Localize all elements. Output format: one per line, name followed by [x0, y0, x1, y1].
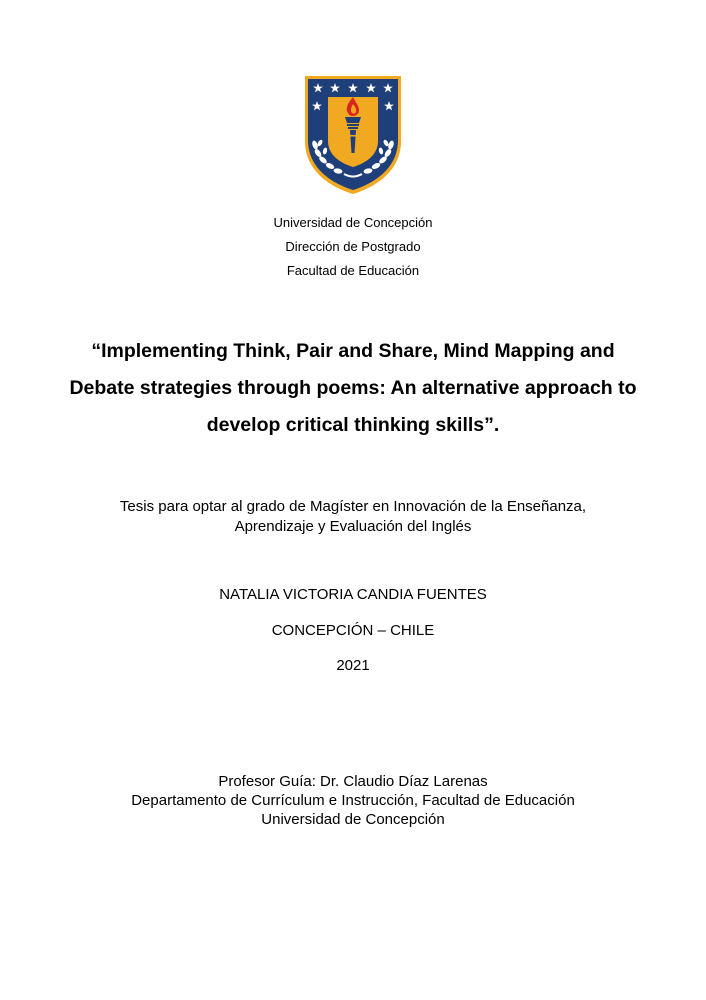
year: 2021 [336, 657, 370, 674]
advisor-name: Profesor Guía: Dr. Claudio Díaz Larenas [218, 773, 488, 790]
degree-line-1: Tesis para optar al grado de Magíster en Innovación de la Enseñanza, [119, 498, 587, 515]
advisor-block [0, 772, 706, 829]
university-name: Universidad de Concepción [273, 215, 433, 230]
advisor-university: Universidad de Concepción [261, 811, 445, 828]
location: CONCEPCIÓN – CHILE [271, 622, 435, 639]
university-crest-icon [304, 75, 402, 195]
degree-line-2: Aprendizaje y Evaluación del Inglés [234, 518, 472, 535]
advisor-department: Departamento de Currículum e Instrucción, Facultad de Educación [131, 792, 575, 809]
faculty-name: Facultad de Educación [286, 263, 420, 278]
thesis-title: “Implementing Think, Pair and Share, Mind Mapping and Debate strategies through poems: An alternative approach to develop critical thinking skills”. [69, 340, 637, 436]
institution-header [0, 211, 706, 283]
degree-statement [40, 497, 666, 537]
author-name: NATALIA VICTORIA CANDIA FUENTES [219, 586, 487, 603]
postgraduate-direction: Dirección de Postgrado [285, 239, 421, 254]
